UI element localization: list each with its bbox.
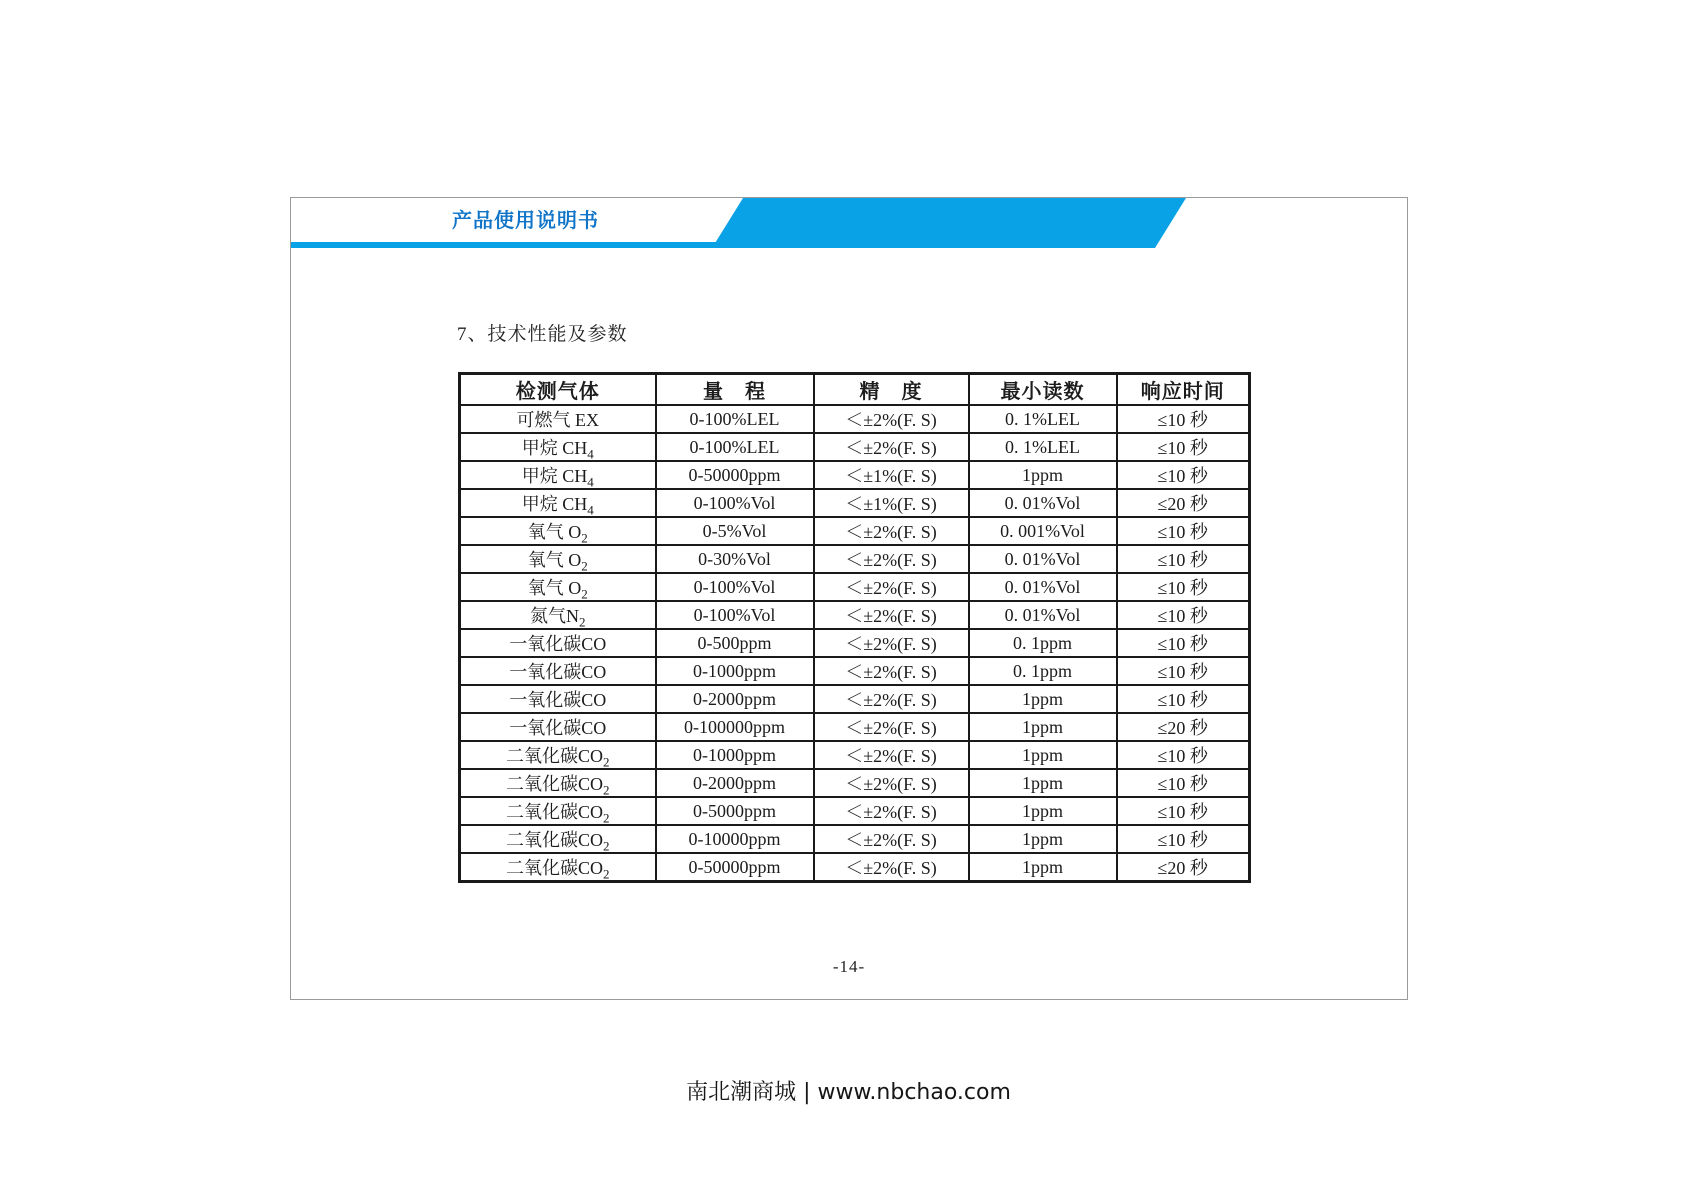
min-reading-cell: 0. 1ppm: [969, 657, 1117, 685]
accuracy-cell: ＜±2%(F. S): [814, 433, 969, 461]
gas-cell: [460, 685, 656, 713]
column-header-min-reading: 最小读数: [969, 374, 1117, 406]
min-reading-cell: 0. 01%Vol: [969, 545, 1117, 573]
range-cell: 0-30%Vol: [656, 545, 814, 573]
range-cell: 0-2000ppm: [656, 685, 814, 713]
table-row: [460, 517, 1250, 545]
gas-subscript: 2: [603, 782, 610, 797]
response-time-cell: ≤20 秒: [1117, 489, 1250, 517]
min-reading-cell: 0. 01%Vol: [969, 489, 1117, 517]
accuracy-cell: ＜±2%(F. S): [814, 741, 969, 769]
accuracy-cell: ＜±2%(F. S): [814, 573, 969, 601]
gas-subscript: 4: [587, 474, 594, 489]
table-row: [460, 461, 1250, 489]
gas-cell: [460, 573, 656, 601]
accuracy-cell: ＜±1%(F. S): [814, 489, 969, 517]
gas-cell: [460, 545, 656, 573]
range-cell: 0-50000ppm: [656, 461, 814, 489]
min-reading-cell: 1ppm: [969, 741, 1117, 769]
gas-subscript: 2: [579, 614, 586, 629]
gas-name: 二氧化碳CO: [505, 830, 603, 850]
response-time-cell: ≤10 秒: [1117, 517, 1250, 545]
table-row: [460, 433, 1250, 461]
gas-cell: [460, 657, 656, 685]
response-time-cell: ≤10 秒: [1117, 741, 1250, 769]
gas-name: 甲烷 CH: [521, 438, 588, 458]
gas-name: 氮气N: [530, 606, 579, 626]
gas-name: 可燃气 EX: [516, 410, 599, 430]
gas-subscript: 2: [603, 810, 610, 825]
table-row: [460, 629, 1250, 657]
accuracy-cell: ＜±2%(F. S): [814, 713, 969, 741]
table-row: [460, 405, 1250, 433]
document-title: 产品使用说明书: [452, 210, 599, 232]
gas-cell: [460, 405, 656, 433]
range-cell: 0-100%Vol: [656, 489, 814, 517]
response-time-cell: ≤10 秒: [1117, 433, 1250, 461]
range-cell: 0-500ppm: [656, 629, 814, 657]
accuracy-cell: ＜±2%(F. S): [814, 685, 969, 713]
response-time-cell: ≤10 秒: [1117, 825, 1250, 853]
gas-name: 一氧化碳CO: [509, 690, 607, 710]
gas-subscript: 4: [587, 502, 594, 517]
gas-name: 氧气 O: [527, 550, 582, 570]
range-cell: 0-100000ppm: [656, 713, 814, 741]
min-reading-cell: 0. 01%Vol: [969, 573, 1117, 601]
gas-cell: [460, 741, 656, 769]
accuracy-cell: ＜±2%(F. S): [814, 629, 969, 657]
table-row: [460, 657, 1250, 685]
table-row: [460, 685, 1250, 713]
range-cell: 0-10000ppm: [656, 825, 814, 853]
gas-name: 二氧化碳CO: [505, 746, 603, 766]
table-row: [460, 573, 1250, 601]
min-reading-cell: 0. 001%Vol: [969, 517, 1117, 545]
header-row: [460, 374, 1250, 406]
response-time-cell: ≤10 秒: [1117, 461, 1250, 489]
range-cell: 0-5%Vol: [656, 517, 814, 545]
gas-cell: [460, 713, 656, 741]
min-reading-cell: 1ppm: [969, 769, 1117, 797]
column-header-response-time: 响应时间: [1117, 374, 1250, 406]
gas-name: 一氧化碳CO: [509, 634, 607, 654]
header-accent-parallelogram: [712, 198, 1186, 248]
response-time-cell: ≤10 秒: [1117, 685, 1250, 713]
gas-subscript: 2: [581, 530, 588, 545]
min-reading-cell: 1ppm: [969, 461, 1117, 489]
min-reading-cell: 0. 01%Vol: [969, 601, 1117, 629]
range-cell: 0-2000ppm: [656, 769, 814, 797]
gas-cell: [460, 433, 656, 461]
gas-name: 氧气 O: [527, 578, 582, 598]
accuracy-cell: ＜±2%(F. S): [814, 797, 969, 825]
manual-page: [290, 197, 1408, 1000]
response-time-cell: ≤20 秒: [1117, 853, 1250, 882]
gas-name: 二氧化碳CO: [505, 802, 603, 822]
accuracy-cell: ＜±2%(F. S): [814, 517, 969, 545]
response-time-cell: ≤10 秒: [1117, 629, 1250, 657]
spec-table-header: [460, 374, 1250, 406]
gas-subscript: 4: [587, 446, 594, 461]
gas-name: 二氧化碳CO: [505, 858, 603, 878]
range-cell: 0-50000ppm: [656, 853, 814, 882]
gas-subscript: 2: [603, 754, 610, 769]
gas-name: 甲烷 CH: [521, 466, 588, 486]
min-reading-cell: 0. 1%LEL: [969, 433, 1117, 461]
section-title: 7、技术性能及参数: [457, 324, 628, 345]
spec-table-body: [460, 405, 1250, 882]
min-reading-cell: 1ppm: [969, 713, 1117, 741]
gas-cell: [460, 853, 656, 882]
gas-name: 氧气 O: [527, 522, 582, 542]
range-cell: 0-1000ppm: [656, 741, 814, 769]
header-underline-bar: [291, 242, 721, 248]
response-time-cell: ≤10 秒: [1117, 573, 1250, 601]
table-row: [460, 853, 1250, 882]
column-header-gas: 检测气体: [460, 374, 656, 406]
response-time-cell: ≤10 秒: [1117, 601, 1250, 629]
page-number: -14-: [832, 957, 866, 976]
gas-subscript: 2: [581, 558, 588, 573]
column-header-range: 量 程: [656, 374, 814, 406]
accuracy-cell: ＜±2%(F. S): [814, 769, 969, 797]
accuracy-cell: ＜±2%(F. S): [814, 601, 969, 629]
gas-cell: [460, 517, 656, 545]
range-cell: 0-100%Vol: [656, 601, 814, 629]
accuracy-cell: ＜±2%(F. S): [814, 825, 969, 853]
column-header-accuracy: 精 度: [814, 374, 969, 406]
range-cell: 0-5000ppm: [656, 797, 814, 825]
range-cell: 0-100%LEL: [656, 405, 814, 433]
response-time-cell: ≤10 秒: [1117, 657, 1250, 685]
gas-subscript: 2: [581, 586, 588, 601]
table-row: [460, 825, 1250, 853]
accuracy-cell: ＜±2%(F. S): [814, 545, 969, 573]
gas-name: 二氧化碳CO: [505, 774, 603, 794]
gas-subscript: 2: [603, 838, 610, 853]
response-time-cell: ≤20 秒: [1117, 713, 1250, 741]
gas-cell: [460, 797, 656, 825]
gas-name: 一氧化碳CO: [509, 718, 607, 738]
accuracy-cell: ＜±2%(F. S): [814, 405, 969, 433]
gas-cell: [460, 769, 656, 797]
response-time-cell: ≤10 秒: [1117, 769, 1250, 797]
table-row: [460, 769, 1250, 797]
gas-cell: [460, 489, 656, 517]
table-row: [460, 741, 1250, 769]
table-row: [460, 489, 1250, 517]
table-row: [460, 797, 1250, 825]
gas-name: 甲烷 CH: [521, 494, 588, 514]
gas-name: 一氧化碳CO: [509, 662, 607, 682]
min-reading-cell: 0. 1ppm: [969, 629, 1117, 657]
min-reading-cell: 1ppm: [969, 685, 1117, 713]
gas-cell: [460, 601, 656, 629]
gas-cell: [460, 461, 656, 489]
gas-cell: [460, 825, 656, 853]
spec-table: [458, 372, 1251, 883]
response-time-cell: ≤10 秒: [1117, 405, 1250, 433]
accuracy-cell: ＜±2%(F. S): [814, 853, 969, 882]
gas-cell: [460, 629, 656, 657]
response-time-cell: ≤10 秒: [1117, 545, 1250, 573]
table-row: [460, 545, 1250, 573]
range-cell: 0-100%Vol: [656, 573, 814, 601]
min-reading-cell: 1ppm: [969, 825, 1117, 853]
range-cell: 0-100%LEL: [656, 433, 814, 461]
range-cell: 0-1000ppm: [656, 657, 814, 685]
table-row: [460, 713, 1250, 741]
accuracy-cell: ＜±2%(F. S): [814, 657, 969, 685]
site-footer-text: 南北潮商城 | www.nbchao.com: [686, 1080, 1011, 1105]
table-row: [460, 601, 1250, 629]
min-reading-cell: 0. 1%LEL: [969, 405, 1117, 433]
gas-subscript: 2: [603, 866, 610, 882]
accuracy-cell: ＜±1%(F. S): [814, 461, 969, 489]
response-time-cell: ≤10 秒: [1117, 797, 1250, 825]
min-reading-cell: 1ppm: [969, 853, 1117, 882]
min-reading-cell: 1ppm: [969, 797, 1117, 825]
